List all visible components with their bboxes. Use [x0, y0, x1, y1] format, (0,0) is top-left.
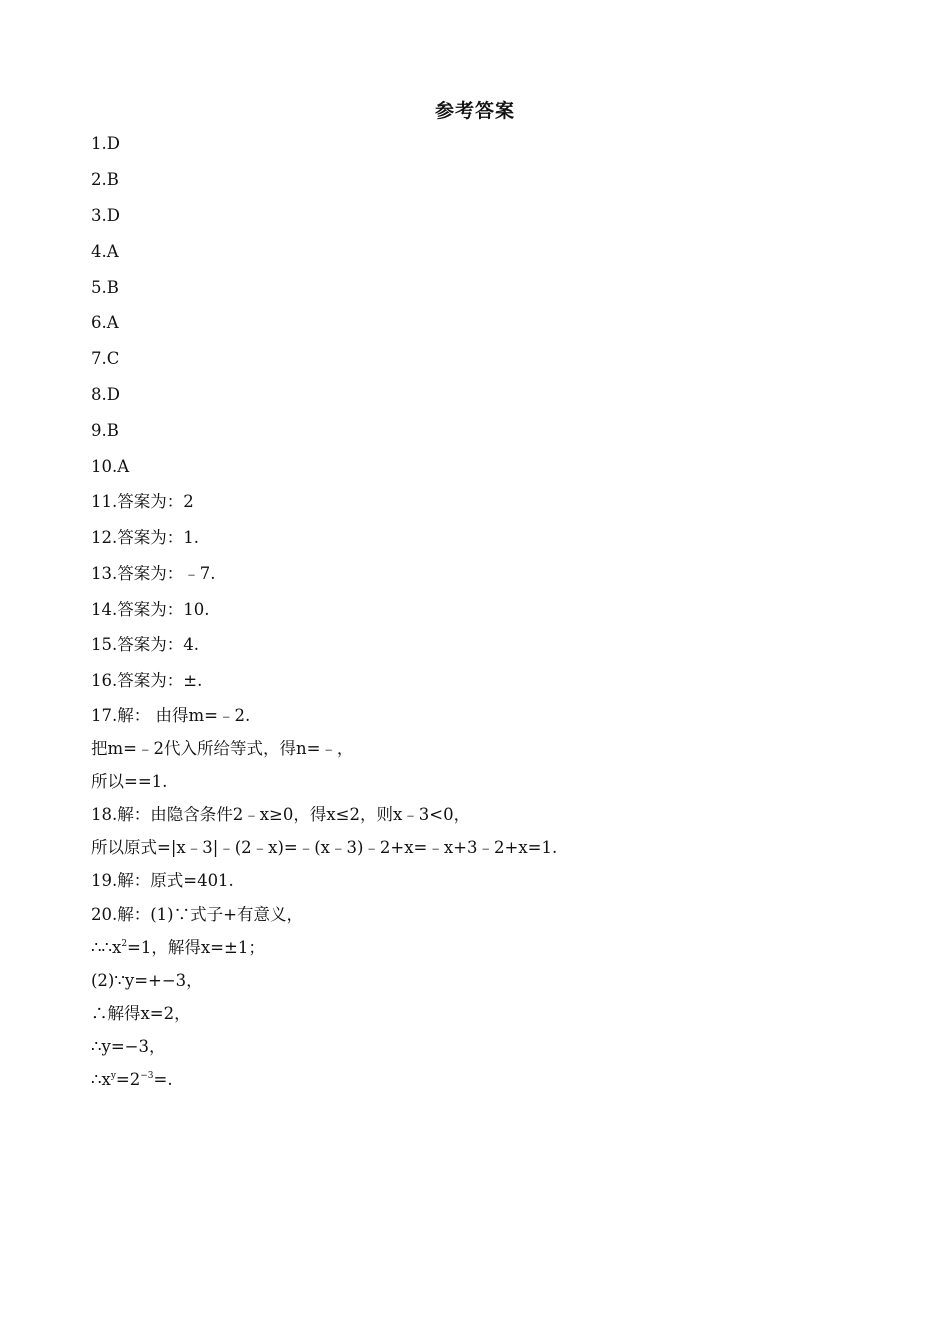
page-title: 参考答案 [434, 100, 515, 122]
line-text: ∴∴x [91, 938, 122, 957]
solution-line: 所以==1. [91, 772, 168, 791]
answer-line: 16.答案为：±. [91, 671, 203, 690]
answer-line: 12.答案为：1. [91, 528, 199, 547]
solution-line: 18.解：由隐含条件2﹣x≥0，得x≤2，则x﹣3<0， [91, 805, 471, 824]
answer-line: 10.A [91, 457, 130, 476]
line-text: =2 [115, 1070, 141, 1089]
solution-line: 20.解：(1)∵式子+有意义， [91, 905, 303, 924]
line-text: =1，解得x=±1； [127, 938, 265, 957]
answer-line: 8.D [91, 385, 120, 404]
solution-line: ∴解得x=2， [91, 1004, 191, 1023]
superscript: y [110, 1071, 116, 1081]
answer-line: 6.A [91, 313, 119, 332]
answer-line: 2.B [91, 170, 119, 189]
solution-line: ∴y=−3， [91, 1037, 166, 1056]
answer-line: 11.答案为：2 [91, 492, 194, 511]
solution-line: (2)∵y=+−3， [91, 971, 203, 990]
solution-line [91, 1070, 173, 1090]
answer-line: 15.答案为：4. [91, 635, 199, 654]
answer-line: 5.B [91, 278, 119, 297]
superscript: −3 [140, 1071, 154, 1081]
solution-line: 把m=﹣2代入所给等式，得n=﹣， [91, 739, 354, 758]
answer-line: 4.A [91, 242, 119, 261]
line-text: ∴x [91, 1070, 111, 1089]
solution-line: 17.解： 由得m=﹣2. [91, 706, 251, 725]
line-text: =. [153, 1070, 173, 1089]
solution-line: 19.解：原式=401. [91, 871, 234, 890]
solution-line: 所以原式=|x﹣3|﹣(2﹣x)=﹣(x﹣3)﹣2+x=﹣x+3﹣2+x=1. [91, 838, 558, 857]
answer-line: 14.答案为：10. [91, 600, 210, 619]
solution-line [91, 938, 265, 958]
answer-line: 3.D [91, 206, 120, 225]
answer-line: 7.C [91, 349, 120, 368]
answer-line: 13.答案为：﹣7. [91, 564, 216, 583]
answer-line: 1.D [91, 134, 120, 153]
answer-line: 9.B [91, 421, 119, 440]
superscript: 2 [121, 939, 128, 949]
